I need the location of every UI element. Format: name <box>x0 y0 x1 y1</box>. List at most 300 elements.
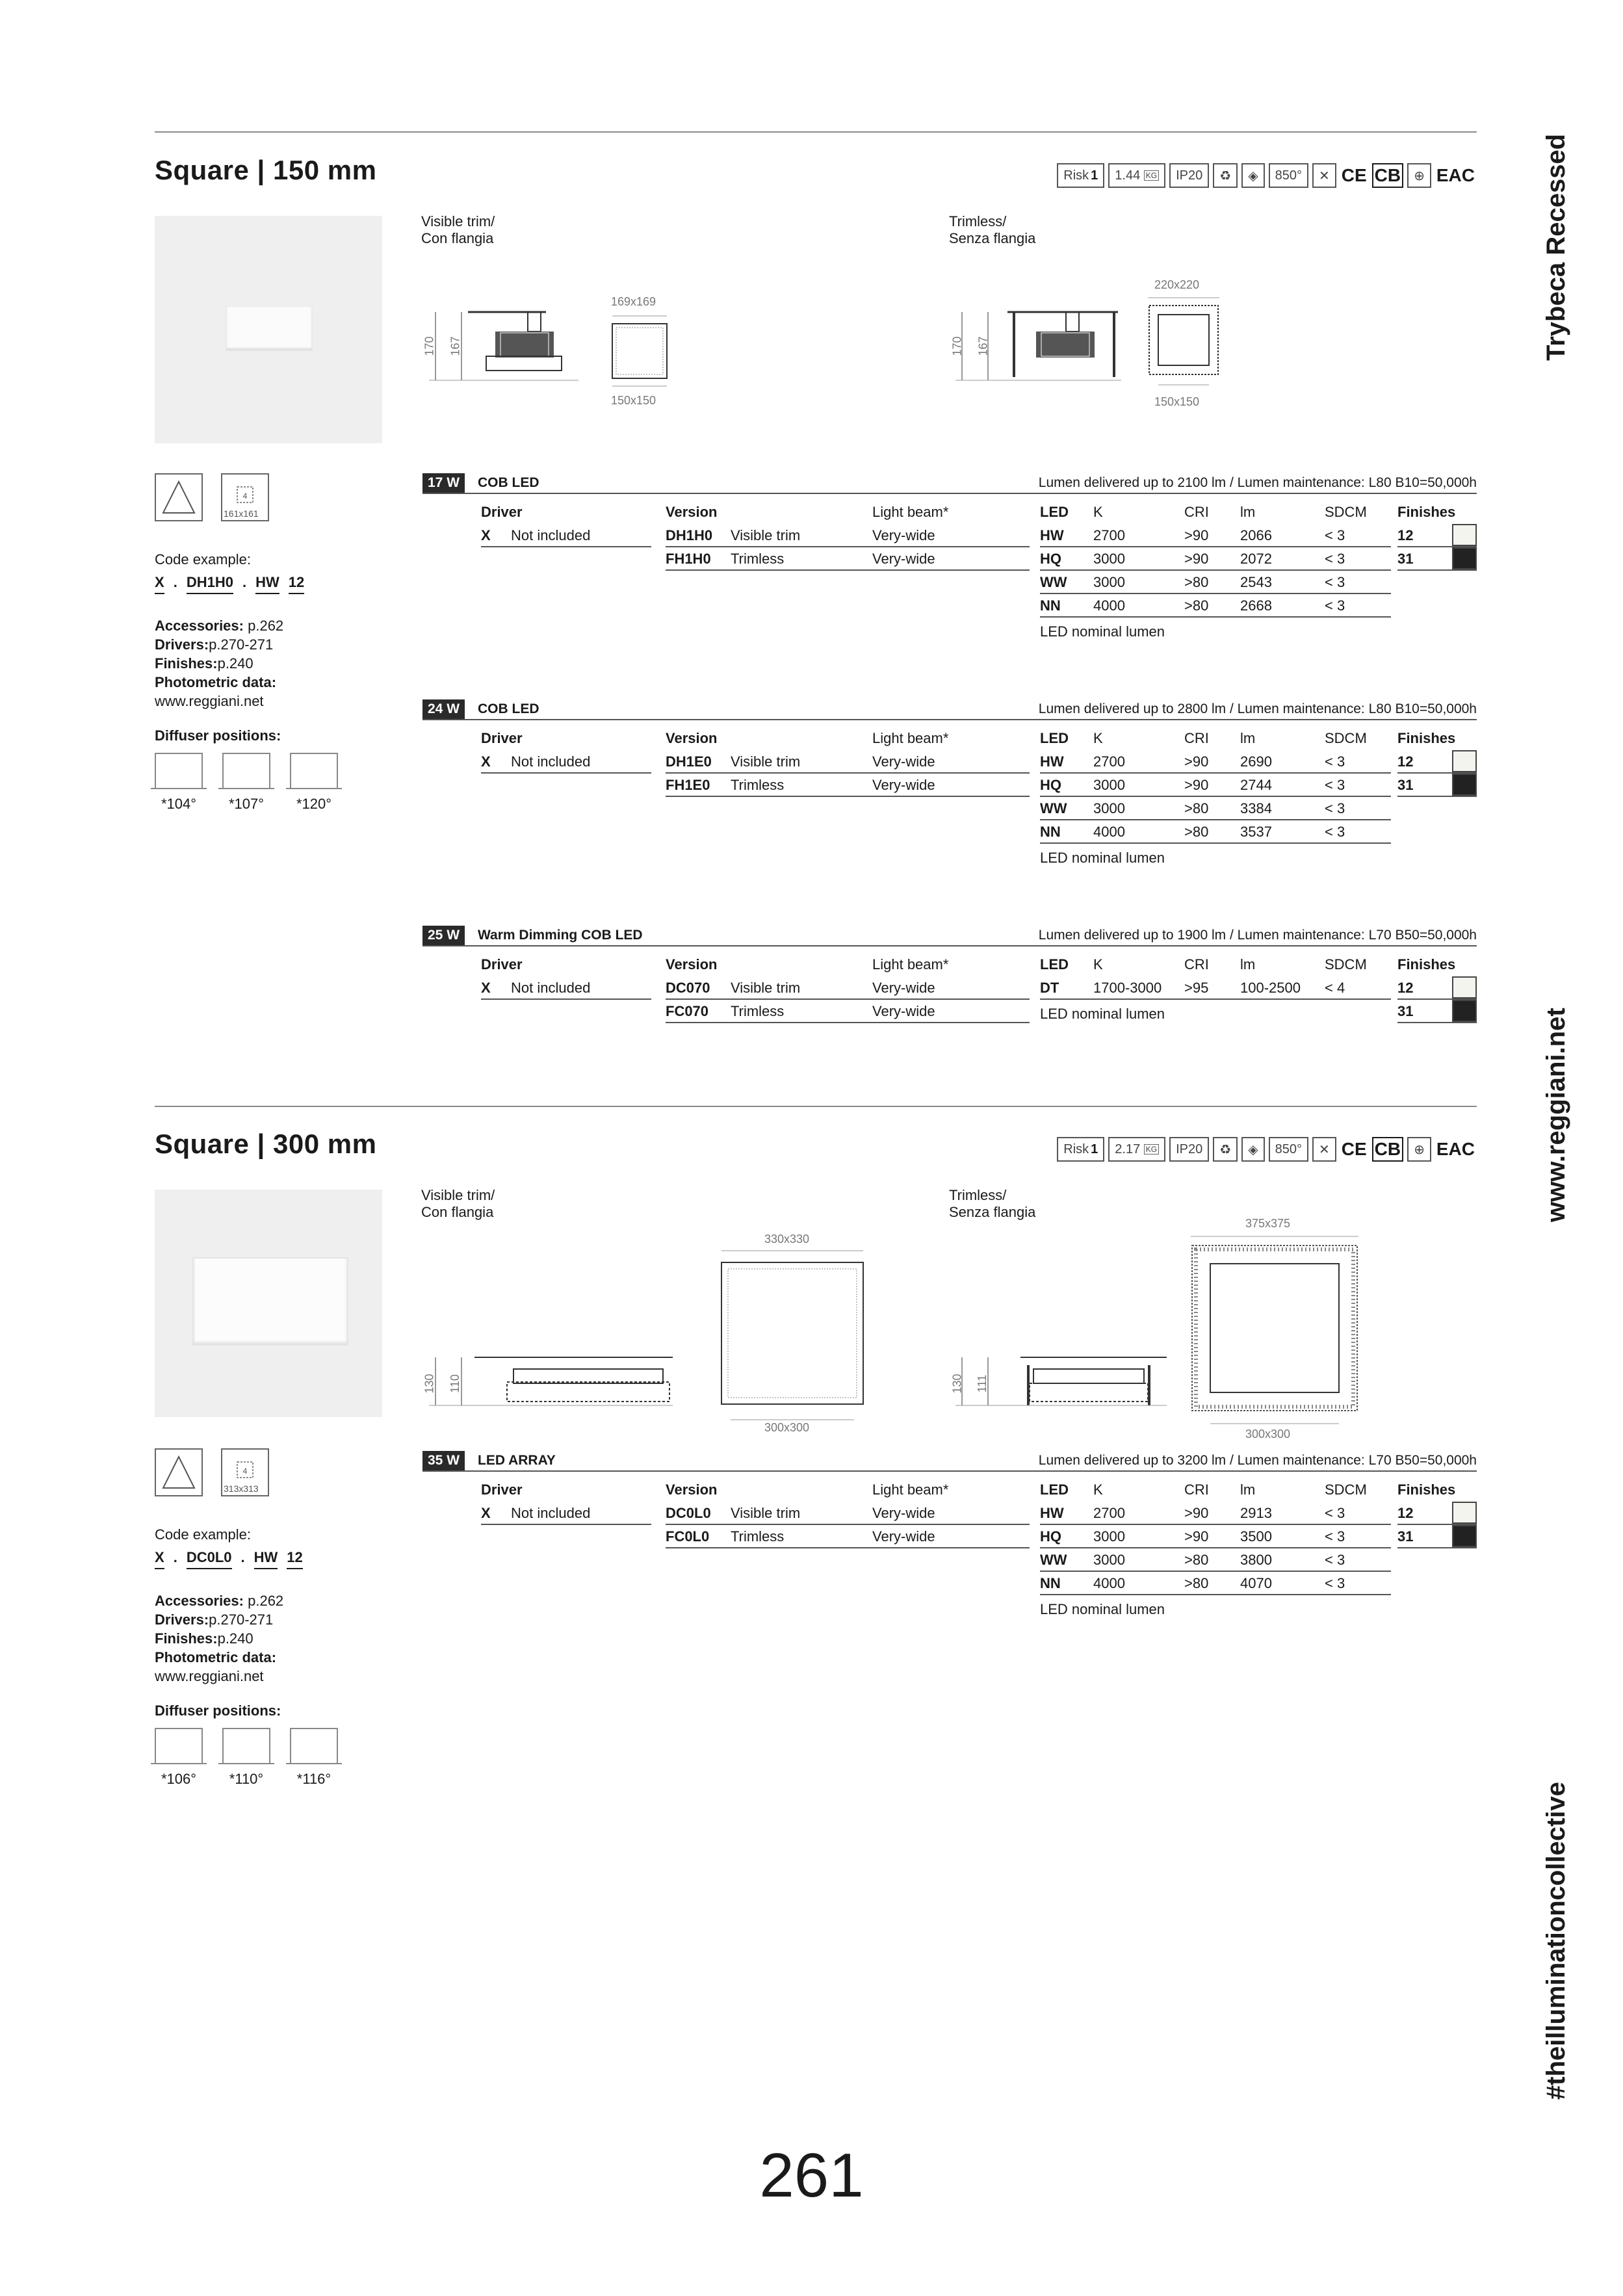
led-code: NN <box>1040 1575 1061 1591</box>
spec-block <box>422 926 1477 1022</box>
led-k: 4000 <box>1093 1575 1125 1591</box>
finish-code: 31 <box>1397 1003 1414 1019</box>
driver-code: X <box>481 753 491 770</box>
beam-icon <box>155 473 203 521</box>
led-row <box>1040 820 1391 844</box>
s2-tl-h2: 111 <box>976 1374 989 1393</box>
light-source-title: COB LED <box>478 475 539 490</box>
beam-value: Very-wide <box>872 1528 935 1545</box>
finishes-header: Finishes <box>1397 1481 1456 1498</box>
risk-badge: Risk 1 <box>1057 163 1104 188</box>
led-code: HW <box>1040 527 1064 543</box>
led-code: HW <box>1040 1505 1064 1521</box>
insulation-icon: ◈ <box>1241 163 1264 188</box>
led-k: 3000 <box>1093 574 1125 590</box>
s2-trimless-top-drawing <box>1187 1233 1362 1428</box>
lm-header: lm <box>1240 956 1256 972</box>
led-header: LED <box>1040 1481 1069 1498</box>
version-row <box>666 1000 1030 1023</box>
led-lm: 3384 <box>1240 800 1272 816</box>
ccc-mark: ⊕ <box>1407 1137 1431 1162</box>
version-desc: Visible trim <box>731 753 801 770</box>
s2-info <box>155 1525 369 1788</box>
led-lm: 3500 <box>1240 1528 1272 1545</box>
led-code: DT <box>1040 980 1059 996</box>
version-row <box>666 524 1030 547</box>
beam-value: Very-wide <box>872 527 935 543</box>
led-header: LED <box>1040 730 1069 746</box>
svg-text:4: 4 <box>242 1467 248 1476</box>
wattage-badge: 25 W <box>422 926 465 945</box>
led-code: HQ <box>1040 551 1061 567</box>
beam-value: Very-wide <box>872 1505 935 1521</box>
s1-trimless-side-drawing <box>942 299 1124 397</box>
s2-trimless-label: Trimless/ Senza flangia <box>949 1187 1036 1220</box>
led-sdcm: < 3 <box>1325 1575 1345 1591</box>
s1-trim-top-drawing <box>611 311 669 389</box>
driver-code: X <box>481 527 491 543</box>
finish-swatch <box>1452 1502 1477 1524</box>
beam-icon <box>155 1448 203 1496</box>
led-column <box>1040 501 1391 646</box>
k-header: K <box>1093 730 1103 746</box>
led-nominal-note: LED nominal lumen <box>1040 623 1165 640</box>
led-row <box>1040 547 1391 571</box>
driver-desc: Not included <box>511 527 591 543</box>
led-code: WW <box>1040 800 1067 816</box>
led-cri: >80 <box>1184 1552 1209 1568</box>
version-code: FC070 <box>666 1003 709 1019</box>
s1-drivers: Drivers:p.270-271 <box>155 636 274 653</box>
led-nominal-note: LED nominal lumen <box>1040 1601 1165 1617</box>
svg-text:4: 4 <box>242 491 248 501</box>
led-lm: 2668 <box>1240 597 1272 614</box>
led-lm: 2744 <box>1240 777 1272 793</box>
s1-code-example: X . DH1H0 . HW 12 <box>155 573 369 594</box>
led-lm: 2543 <box>1240 574 1272 590</box>
finishes-header: Finishes <box>1397 730 1456 746</box>
weight-badge: 1.44 KG <box>1108 163 1165 188</box>
s2-photometric: Photometric data: <box>155 1649 277 1665</box>
s2-side-icons <box>155 1448 269 1496</box>
led-cri: >95 <box>1184 980 1209 996</box>
led-lm: 4070 <box>1240 1575 1272 1591</box>
section1-title: Square | 150 mm <box>155 155 377 185</box>
beam-header: Light beam* <box>872 730 949 746</box>
led-code: NN <box>1040 597 1061 614</box>
s2-finishes: Finishes:p.240 <box>155 1630 253 1647</box>
finish-swatch <box>1452 774 1477 796</box>
led-k: 2700 <box>1093 1505 1125 1521</box>
led-cri: >80 <box>1184 574 1209 590</box>
led-sdcm: < 3 <box>1325 800 1345 816</box>
ip-badge: IP20 <box>1169 163 1209 188</box>
finish-row <box>1397 1525 1477 1548</box>
glow-wire-badge: 850° <box>1269 1137 1308 1162</box>
led-sdcm: < 3 <box>1325 1528 1345 1545</box>
s1-accessories: Accessories: p.262 <box>155 618 284 634</box>
ip-badge: IP20 <box>1169 1137 1209 1162</box>
ce-mark: CE <box>1341 1139 1367 1159</box>
led-k: 3000 <box>1093 1552 1125 1568</box>
led-code: NN <box>1040 824 1061 840</box>
spec-block-header <box>422 1451 1477 1472</box>
led-code: HW <box>1040 753 1064 770</box>
k-header: K <box>1093 504 1103 520</box>
finish-swatch <box>1452 1525 1477 1547</box>
version-code: DC070 <box>666 980 710 996</box>
s2-accessories: Accessories: p.262 <box>155 1593 284 1609</box>
section2-title: Square | 300 mm <box>155 1128 377 1159</box>
led-cri: >90 <box>1184 777 1209 793</box>
led-sdcm: < 3 <box>1325 824 1345 840</box>
beam-value: Very-wide <box>872 753 935 770</box>
version-code: DH1H0 <box>666 527 713 543</box>
led-lm: 2072 <box>1240 551 1272 567</box>
cri-header: CRI <box>1184 730 1209 746</box>
led-k: 2700 <box>1093 527 1125 543</box>
version-desc: Trimless <box>731 551 785 567</box>
version-column <box>666 953 1030 1023</box>
version-column <box>666 1478 1030 1548</box>
s2-tl-outer: 375x375 <box>1245 1217 1291 1230</box>
led-lm: 100-2500 <box>1240 980 1301 996</box>
diffuser-position: *116° <box>290 1728 338 1788</box>
beam-header: Light beam* <box>872 956 949 972</box>
version-header: Version <box>666 956 718 972</box>
cb-mark: CB <box>1372 163 1403 188</box>
side-product-name: Trybeca Recessed <box>1542 133 1570 361</box>
led-sdcm: < 3 <box>1325 777 1345 793</box>
s2-trim-h1: 130 <box>422 1374 436 1394</box>
version-desc: Visible trim <box>731 980 801 996</box>
s2-trim-h2: 110 <box>448 1374 461 1393</box>
led-row <box>1040 524 1391 547</box>
insulation-icon: ◈ <box>1241 1137 1264 1162</box>
version-desc: Visible trim <box>731 1505 801 1521</box>
diffuser-position: *104° <box>155 753 203 813</box>
led-cri: >80 <box>1184 824 1209 840</box>
led-lm: 2913 <box>1240 1505 1272 1521</box>
no-cover-icon: ✕ <box>1312 163 1336 188</box>
driver-code: X <box>481 1505 491 1521</box>
finishes-column <box>1397 953 1477 1023</box>
sdcm-header: SDCM <box>1325 504 1367 520</box>
version-row <box>666 976 1030 1000</box>
version-code: FH1E0 <box>666 777 710 793</box>
driver-row <box>481 1502 651 1525</box>
led-cri: >90 <box>1184 1528 1209 1545</box>
version-row <box>666 750 1030 774</box>
led-cri: >90 <box>1184 551 1209 567</box>
led-row <box>1040 774 1391 797</box>
finish-row <box>1397 750 1477 774</box>
finish-row <box>1397 1000 1477 1023</box>
section2-product-photo <box>155 1190 382 1417</box>
s1-info <box>155 550 369 813</box>
led-k: 3000 <box>1093 777 1125 793</box>
lm-header: lm <box>1240 1481 1256 1498</box>
driver-column <box>481 953 651 1000</box>
spec-block <box>422 1451 1477 1617</box>
s2-tl-cut: 300x300 <box>1245 1428 1291 1441</box>
finish-code: 12 <box>1397 1505 1414 1521</box>
version-desc: Trimless <box>731 1528 785 1545</box>
finishes-column <box>1397 501 1477 571</box>
s1-trimless-top-drawing <box>1147 294 1225 391</box>
section1-badges <box>1057 163 1476 189</box>
finish-row <box>1397 1502 1477 1525</box>
driver-header: Driver <box>481 504 523 520</box>
side-hashtag: #theilluminationcollective <box>1542 1781 1570 2100</box>
led-row <box>1040 1572 1391 1595</box>
weight-badge: 2.17 KG <box>1108 1137 1165 1162</box>
page-number: 261 <box>759 2141 864 2210</box>
led-lm: 3800 <box>1240 1552 1272 1568</box>
s1-trimless-label: Trimless/ Senza flangia <box>949 213 1036 246</box>
section2-rule <box>155 1106 1477 1107</box>
s2-trim-top-drawing <box>718 1248 867 1424</box>
sdcm-header: SDCM <box>1325 1481 1367 1498</box>
lumen-info: Lumen delivered up to 1900 lm / Lumen maintenance: L70 B50=50,000h <box>1038 928 1477 943</box>
s1-trim-h2: 167 <box>448 336 462 356</box>
driver-code: X <box>481 980 491 996</box>
led-code: HQ <box>1040 1528 1061 1545</box>
led-k: 1700-3000 <box>1093 980 1162 996</box>
led-lm: 3537 <box>1240 824 1272 840</box>
version-header: Version <box>666 730 718 746</box>
led-code: HQ <box>1040 777 1061 793</box>
led-lm: 2690 <box>1240 753 1272 770</box>
finish-code: 31 <box>1397 551 1414 567</box>
wattage-badge: 17 W <box>422 473 465 493</box>
s1-diffusers <box>155 753 369 813</box>
led-column <box>1040 953 1391 1028</box>
version-header: Version <box>666 1481 718 1498</box>
beam-header: Light beam* <box>872 1481 949 1498</box>
led-k: 3000 <box>1093 800 1125 816</box>
finish-swatch <box>1452 524 1477 546</box>
driver-desc: Not included <box>511 980 591 996</box>
beam-value: Very-wide <box>872 1003 935 1019</box>
finish-row <box>1397 524 1477 547</box>
light-source-title: COB LED <box>478 701 539 716</box>
side-website: www.reggiani.net <box>1542 1008 1570 1222</box>
finish-swatch <box>1452 547 1477 569</box>
glow-wire-badge: 850° <box>1269 163 1308 188</box>
finish-code: 12 <box>1397 753 1414 770</box>
s1-trim-h1: 170 <box>422 336 436 356</box>
led-column <box>1040 1478 1391 1624</box>
cri-header: CRI <box>1184 1481 1209 1498</box>
version-code: DH1E0 <box>666 753 712 770</box>
led-k: 3000 <box>1093 551 1125 567</box>
version-desc: Visible trim <box>731 527 801 543</box>
s1-trim-side-drawing <box>416 299 585 397</box>
led-k: 3000 <box>1093 1528 1125 1545</box>
lumen-info: Lumen delivered up to 2800 lm / Lumen maintenance: L80 B10=50,000h <box>1038 701 1477 716</box>
version-header: Version <box>666 504 718 520</box>
s1-tl-h2: 167 <box>976 336 990 356</box>
beam-value: Very-wide <box>872 551 935 567</box>
finish-swatch <box>1452 976 1477 998</box>
driver-column <box>481 1478 651 1525</box>
cutout-icon: 4 161x161 <box>221 473 269 521</box>
led-sdcm: < 3 <box>1325 597 1345 614</box>
s1-trim-cut: 150x150 <box>611 394 656 407</box>
led-cri: >90 <box>1184 1505 1209 1521</box>
eac-mark: EAC <box>1436 1139 1475 1159</box>
led-row <box>1040 1548 1391 1572</box>
led-row <box>1040 797 1391 820</box>
led-code: WW <box>1040 574 1067 590</box>
led-row <box>1040 750 1391 774</box>
led-sdcm: < 3 <box>1325 574 1345 590</box>
version-row <box>666 547 1030 571</box>
version-row <box>666 1502 1030 1525</box>
finish-swatch <box>1452 1000 1477 1022</box>
light-source-title: LED ARRAY <box>478 1453 556 1468</box>
finish-row <box>1397 976 1477 1000</box>
s1-tl-h1: 170 <box>950 336 964 356</box>
version-desc: Trimless <box>731 777 785 793</box>
led-cri: >80 <box>1184 1575 1209 1591</box>
driver-row <box>481 524 651 547</box>
ce-mark: CE <box>1341 165 1367 185</box>
led-cri: >90 <box>1184 527 1209 543</box>
diffuser-position: *110° <box>222 1728 270 1788</box>
led-sdcm: < 3 <box>1325 527 1345 543</box>
version-column <box>666 727 1030 797</box>
finishes-header: Finishes <box>1397 504 1456 520</box>
diffuser-position: *120° <box>290 753 338 813</box>
cutout-icon: 4 313x313 <box>221 1448 269 1496</box>
driver-header: Driver <box>481 956 523 972</box>
sdcm-header: SDCM <box>1325 730 1367 746</box>
led-cri: >80 <box>1184 597 1209 614</box>
version-row <box>666 1525 1030 1548</box>
driver-row <box>481 976 651 1000</box>
led-sdcm: < 3 <box>1325 753 1345 770</box>
driver-column <box>481 727 651 774</box>
diffuser-position: *106° <box>155 1728 203 1788</box>
led-lm: 2066 <box>1240 527 1272 543</box>
s2-photometric-url[interactable]: www.reggiani.net <box>155 1668 264 1684</box>
s1-side-icons <box>155 473 269 521</box>
cri-header: CRI <box>1184 956 1209 972</box>
eac-mark: EAC <box>1436 165 1475 185</box>
version-code: DC0L0 <box>666 1505 711 1521</box>
sdcm-header: SDCM <box>1325 956 1367 972</box>
finish-code: 12 <box>1397 527 1414 543</box>
led-k: 4000 <box>1093 824 1125 840</box>
led-row <box>1040 1502 1391 1525</box>
spec-block <box>422 699 1477 866</box>
driver-column <box>481 501 651 547</box>
risk-badge: Risk 1 <box>1057 1137 1104 1162</box>
version-column <box>666 501 1030 571</box>
led-sdcm: < 3 <box>1325 1552 1345 1568</box>
led-code: WW <box>1040 1552 1067 1568</box>
cb-mark: CB <box>1372 1137 1403 1162</box>
finish-row <box>1397 547 1477 571</box>
led-nominal-note: LED nominal lumen <box>1040 850 1165 866</box>
driver-desc: Not included <box>511 753 591 770</box>
led-sdcm: < 3 <box>1325 551 1345 567</box>
version-code: FC0L0 <box>666 1528 710 1545</box>
recycle-icon: ♻ <box>1213 163 1238 188</box>
ccc-mark: ⊕ <box>1407 163 1431 188</box>
s1-code-example-label: Code example: <box>155 551 251 567</box>
led-cri: >90 <box>1184 753 1209 770</box>
s1-photometric-url[interactable]: www.reggiani.net <box>155 693 264 709</box>
led-row <box>1040 976 1391 1000</box>
lm-header: lm <box>1240 730 1256 746</box>
finish-code: 12 <box>1397 980 1414 996</box>
lumen-info: Lumen delivered up to 3200 lm / Lumen maintenance: L70 B50=50,000h <box>1038 1453 1477 1468</box>
s2-diffusers <box>155 1728 369 1788</box>
driver-desc: Not included <box>511 1505 591 1521</box>
finish-code: 31 <box>1397 1528 1414 1545</box>
k-header: K <box>1093 1481 1103 1498</box>
version-desc: Trimless <box>731 1003 785 1019</box>
diffuser-position: *107° <box>222 753 270 813</box>
led-sdcm: < 3 <box>1325 1505 1345 1521</box>
spec-block-header <box>422 473 1477 494</box>
beam-header: Light beam* <box>872 504 949 520</box>
led-row <box>1040 571 1391 594</box>
led-cri: >80 <box>1184 800 1209 816</box>
s1-tl-outer: 220x220 <box>1154 278 1200 291</box>
s2-trim-label: Visible trim/ Con flangia <box>421 1187 495 1220</box>
driver-header: Driver <box>481 1481 523 1498</box>
s2-tl-h1: 130 <box>950 1374 964 1394</box>
recycle-icon: ♻ <box>1213 1137 1238 1162</box>
section1-rule <box>155 131 1477 133</box>
s1-trim-outer: 169x169 <box>611 295 656 308</box>
s1-photometric: Photometric data: <box>155 674 277 690</box>
finishes-column <box>1397 1478 1477 1548</box>
finish-swatch <box>1452 750 1477 772</box>
finishes-column <box>1397 727 1477 797</box>
s1-finishes: Finishes:p.240 <box>155 655 253 672</box>
s2-trim-outer: 330x330 <box>764 1233 810 1246</box>
s1-diffuser-label: Diffuser positions: <box>155 727 281 744</box>
beam-value: Very-wide <box>872 980 935 996</box>
spec-block-header <box>422 926 1477 946</box>
led-header: LED <box>1040 956 1069 972</box>
version-row <box>666 774 1030 797</box>
version-code: FH1H0 <box>666 551 711 567</box>
driver-header: Driver <box>481 730 523 746</box>
led-nominal-note: LED nominal lumen <box>1040 1006 1165 1022</box>
driver-row <box>481 750 651 774</box>
finish-row <box>1397 774 1477 797</box>
s2-code-example-label: Code example: <box>155 1526 251 1543</box>
led-column <box>1040 727 1391 872</box>
lumen-info: Lumen delivered up to 2100 lm / Lumen maintenance: L80 B10=50,000h <box>1038 475 1477 490</box>
no-cover-icon: ✕ <box>1312 1137 1336 1162</box>
s2-drivers: Drivers:p.270-271 <box>155 1611 274 1628</box>
spec-block <box>422 473 1477 640</box>
light-source-title: Warm Dimming COB LED <box>478 928 643 943</box>
wattage-badge: 35 W <box>422 1451 465 1470</box>
spec-block-header <box>422 699 1477 720</box>
s2-diffuser-label: Diffuser positions: <box>155 1702 281 1719</box>
lm-header: lm <box>1240 504 1256 520</box>
cri-header: CRI <box>1184 504 1209 520</box>
finishes-header: Finishes <box>1397 956 1456 972</box>
